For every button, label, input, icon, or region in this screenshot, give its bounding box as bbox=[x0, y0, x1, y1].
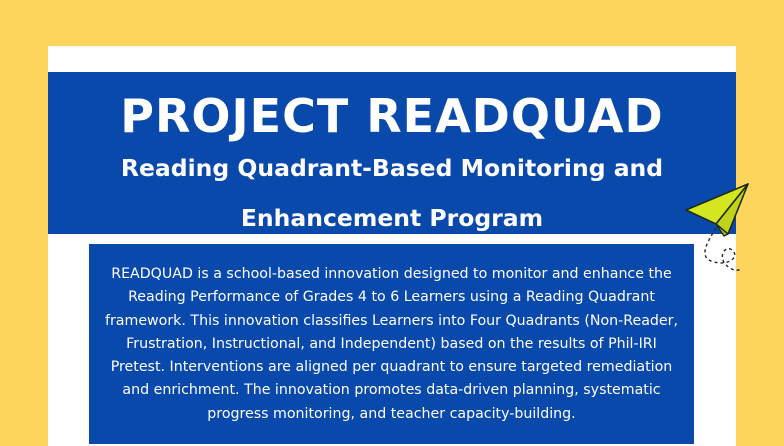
page-subtitle: Reading Quadrant-Based Monitoring and Enhancement Program bbox=[120, 154, 664, 232]
page-title: PROJECT READQUAD bbox=[120, 89, 664, 143]
description-text: READQUAD is a school-based innovation designed to monitor and enhance the Reading Performance of Grades 4 to 6 Learners using a Reading Quadrant framework. This innovation classifies Learners into Four Quadrants (Non-Reader, Frustration, Instructional, and Independent) based on the results of Phil-IRI Pretest. Interventions are aligned per quadrant to ensure targeted remediation and enrichment. The innovation promotes data-driven planning, systematic progress monitoring, and teacher capacity-building. bbox=[104, 266, 678, 422]
description-panel bbox=[89, 244, 694, 444]
